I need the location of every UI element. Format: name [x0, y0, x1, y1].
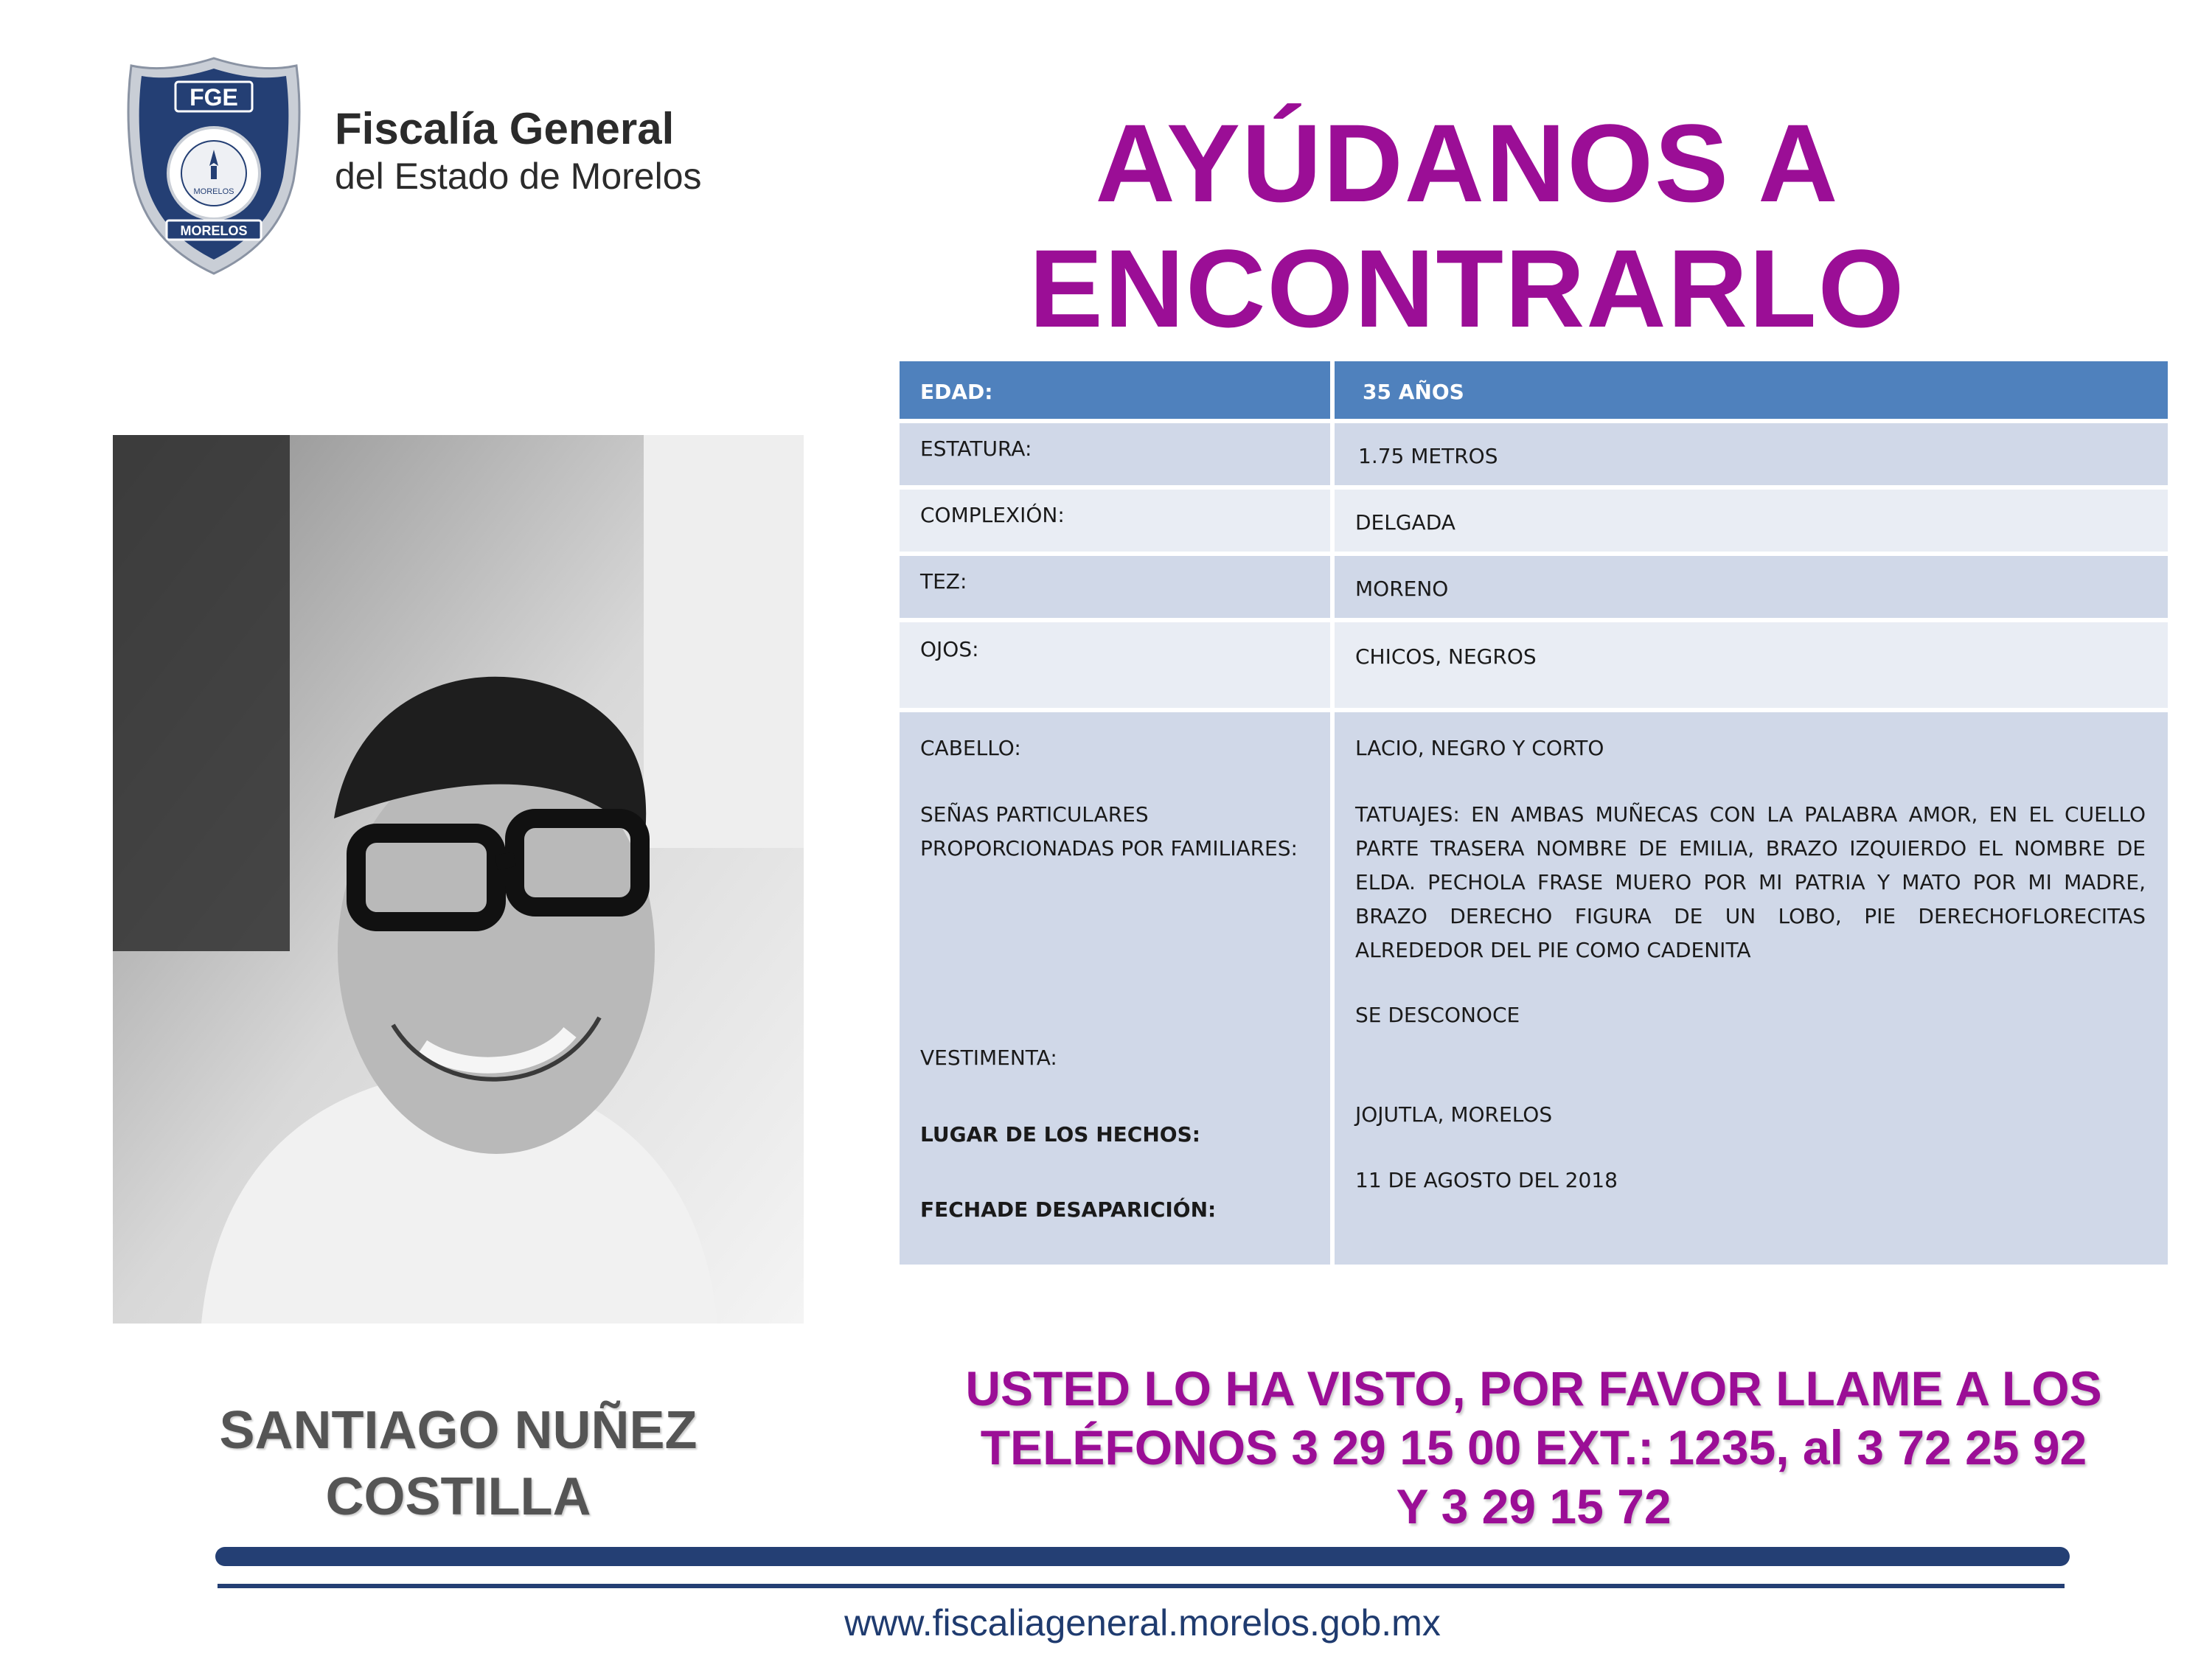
label-edad: EDAD: — [920, 380, 993, 404]
headline-line-1: AYÚDANOS A — [1095, 101, 1840, 225]
badge-banner-text: MORELOS — [180, 223, 248, 238]
cta-line-1: USTED LO HA VISTO, POR FAVOR LLAME A LOS — [965, 1361, 2102, 1416]
table-row-edad — [900, 361, 2168, 419]
label-cabello: CABELLO: — [920, 736, 1021, 760]
person-name-line-1: SANTIAGO NUÑEZ — [219, 1401, 698, 1460]
footer-divider-thick — [215, 1547, 2070, 1566]
value-lugar: JOJUTLA, MORELOS — [1355, 1102, 1553, 1127]
label-estatura: ESTATURA: — [920, 437, 1032, 461]
fge-badge-logo — [125, 55, 302, 276]
badge-acronym: FGE — [189, 84, 238, 111]
label-lugar: LUGAR DE LOS HECHOS: — [920, 1122, 1200, 1147]
org-subtitle: del Estado de Morelos — [335, 156, 702, 197]
missing-person-name — [113, 1397, 804, 1530]
footer-website-link[interactable]: www.fiscaliageneral.morelos.gob.mx — [844, 1602, 1441, 1644]
value-complexion: DELGADA — [1355, 510, 1455, 535]
value-cabello: LACIO, NEGRO Y CORTO — [1355, 736, 1604, 760]
portrait-illustration — [113, 435, 804, 1324]
label-senas-2: PROPORCIONADAS POR FAMILIARES: — [920, 836, 1298, 860]
headline-line-2: ENCONTRARLO — [1029, 226, 1906, 350]
label-fecha: FECHADE DESAPARICIÓN: — [920, 1197, 1217, 1222]
value-tez: MORENO — [1355, 577, 1449, 601]
person-name-line-2: COSTILLA — [325, 1467, 591, 1526]
badge-center-text: MORELOS — [193, 187, 234, 196]
table-row-complexion — [900, 490, 2168, 552]
missing-person-photo — [113, 435, 804, 1324]
value-fecha: 11 DE AGOSTO DEL 2018 — [1355, 1168, 1618, 1192]
table-row-tez — [900, 556, 2168, 618]
org-name: Fiscalía General — [335, 104, 675, 153]
label-ojos: OJOS: — [920, 637, 979, 661]
cta-line-3: Y 3 29 15 72 — [1396, 1479, 1672, 1534]
value-estatura: 1.75 METROS — [1358, 444, 1498, 468]
value-ojos: CHICOS, NEGROS — [1355, 644, 1537, 669]
table-row-ojos — [900, 622, 2168, 708]
table-row-estatura — [900, 423, 2168, 485]
label-senas-1: SEÑAS PARTICULARES — [920, 802, 1149, 827]
label-complexion: COMPLEXIÓN: — [920, 503, 1065, 527]
value-senas: TATUAJES: EN AMBAS MUÑECAS CON LA PALABRA AMOR, EN EL CUELLO PARTE TRASERA NOMBRE DE EMILIA, BRAZO IZQUIERDO EL NOMBRE DE ELDA. PECHOLA FRASE MUERO POR MI PATRIA Y MATO POR MI MADRE, BRAZO DERECHO FIGURA DE UN LOBO, PIE DERECHOFLORECITAS ALREDEDOR DEL PIE COMO CADENITA — [1355, 802, 2146, 962]
cta-line-2: TELÉFONOS 3 29 15 00 EXT.: 1235, al 3 72 25 92 — [980, 1420, 2087, 1475]
label-vestimenta: VESTIMENTA: — [920, 1046, 1057, 1070]
footer-divider-thin — [218, 1584, 2065, 1588]
value-vestimenta: SE DESCONOCE — [1355, 1003, 1520, 1027]
label-tez: TEZ: — [920, 569, 967, 594]
value-edad: 35 AÑOS — [1363, 380, 1464, 404]
